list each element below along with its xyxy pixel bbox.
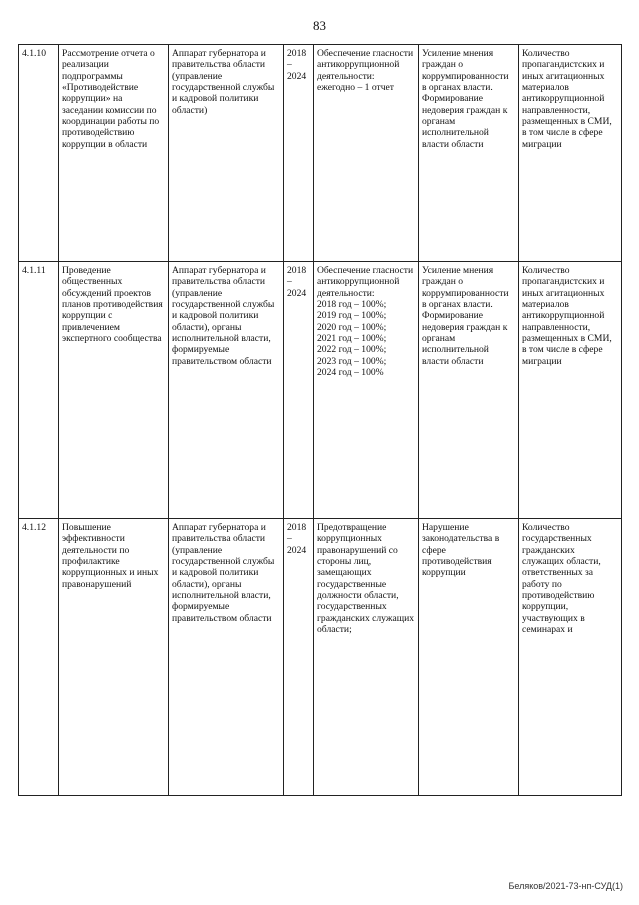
term-dash: –: [287, 59, 292, 71]
link-cell: Количество пропагандистских и иных агитационных материалов антикоррупционной направленности, размещенных в СМИ, в том числе в сфере миграции: [519, 45, 622, 262]
term-dash: –: [287, 533, 292, 545]
result-cell: Усиление мнения граждан о коррумпированности в органах власти. Формирование недоверия граждан к органам исполнительной власти области: [419, 45, 519, 262]
link-cell: Количество государственных гражданских служащих области, ответственных за работу по противодействию коррупции, участвующих в семинарах и: [519, 519, 622, 796]
term-start: 2018: [287, 522, 307, 533]
term-cell: [284, 519, 314, 796]
event-cell: Повышение эффективности деятельности по профилактике коррупционных и иных правонарушений: [59, 519, 169, 796]
indicator-cell: Обеспечение гласности антикоррупционной деятельности: ежегодно – 1 отчет: [314, 45, 419, 262]
row-number: 4.1.11: [19, 262, 59, 519]
footer-document-code: Беляков/2021-73-нп-СУД(1): [508, 881, 623, 891]
table-row: [19, 45, 622, 262]
event-cell: Рассмотрение отчета о реализации подпрограммы «Противодействие коррупции» на заседании комиссии по координации работы по противодействию коррупции в области: [59, 45, 169, 262]
program-activities-table: [18, 44, 622, 796]
term-cell: [284, 45, 314, 262]
link-cell: Количество пропагандистских и иных агитационных материалов антикоррупционной направленности, размещенных в СМИ, в том числе в сфере миграции: [519, 262, 622, 519]
executor-cell: Аппарат губернатора и правительства области (управление государственной службы и кадровой политики области): [169, 45, 284, 262]
result-cell: Нарушение законодательства в сфере противодействия коррупции: [419, 519, 519, 796]
page-number: 83: [313, 18, 326, 33]
term-start: 2018: [287, 48, 307, 59]
event-cell: Проведение общественных обсуждений проектов планов противодействия коррупции с привлечением экспертного сообщества: [59, 262, 169, 519]
executor-cell: Аппарат губернатора и правительства области (управление государственной службы и кадровой политики области), органы исполнительной власти, формируемые правительством области: [169, 519, 284, 796]
term-end: 2024: [287, 70, 307, 82]
term-start: 2018: [287, 265, 307, 276]
row-number: 4.1.10: [19, 45, 59, 262]
table-row: [19, 519, 622, 796]
indicator-cell: Обеспечение гласности антикоррупционной деятельности: 2018 год – 100%; 2019 год – 100%; 2020 год – 100%; 2021 год – 100%; 2022 год – 100%; 2023 год – 100%; 2024 год – 100%: [314, 262, 419, 519]
table-row: [19, 262, 622, 519]
row-number: 4.1.12: [19, 519, 59, 796]
term-end: 2024: [287, 287, 307, 299]
term-end: 2024: [287, 544, 307, 556]
result-cell: Усиление мнения граждан о коррумпированности в органах власти. Формирование недоверия граждан к органам исполнительной власти области: [419, 262, 519, 519]
indicator-cell: Предотвращение коррупционных правонарушений со стороны лиц, замещающих государственные должности области, государственных гражданских служащих области;: [314, 519, 419, 796]
term-cell: [284, 262, 314, 519]
term-dash: –: [287, 276, 292, 288]
executor-cell: Аппарат губернатора и правительства области (управление государственной службы и кадровой политики области), органы исполнительной власти, формируемые правительством области: [169, 262, 284, 519]
